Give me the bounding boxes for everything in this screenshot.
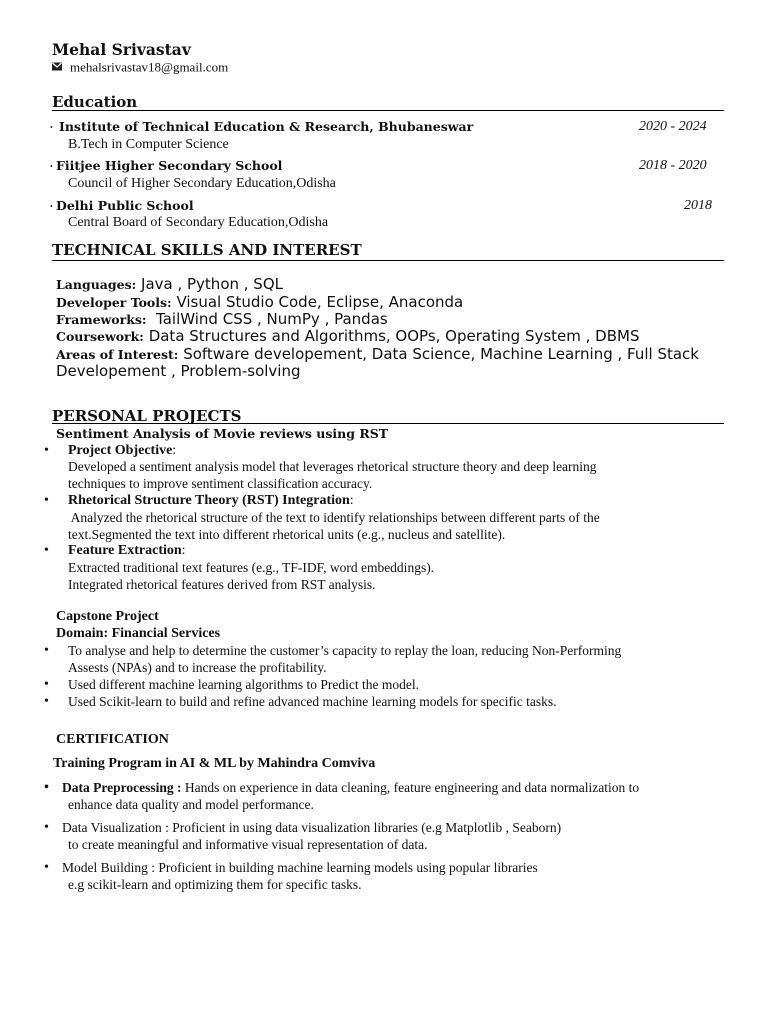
cert-point-text: e.g scikit-learn and optimizing them for specific tasks.	[68, 877, 362, 892]
bullet: •	[44, 493, 49, 508]
project2-title: Capstone Project	[56, 609, 159, 624]
bullet: •	[44, 543, 49, 558]
project2-point-text: Used Scikit-learn to build and refine advanced machine learning models for specific tasks.	[68, 694, 557, 709]
candidate-name: Mehal Srivastav	[52, 40, 191, 59]
projects-divider	[52, 423, 724, 424]
project2-point-text: Used different machine learning algorithms to Predict the model.	[68, 677, 420, 692]
skill-value: Java , Python , SQL	[136, 275, 283, 293]
bullet: •	[44, 643, 49, 658]
edu-dot: •	[50, 202, 53, 211]
cert-point-text: to create meaningful and informative visual representation of data.	[68, 837, 428, 852]
edu-school: Institute of Technical Education & Research, Bhubaneswar	[59, 119, 474, 134]
bullet: •	[44, 443, 49, 458]
skill-row-coursework	[56, 327, 640, 346]
skill-value: Visual Studio Code, Eclipse, Anaconda	[171, 293, 464, 311]
email-link[interactable]: mehalsrivastav18@gmail.com	[70, 59, 229, 75]
bullet: •	[44, 820, 49, 835]
certification-heading: CERTIFICATION	[56, 732, 169, 747]
project1-point-text: text.Segmented the text into different rhetorical units (e.g., nucleus and satellite).	[68, 527, 506, 542]
skill-value: Data Structures and Algorithms, OOPs, Operating System , DBMS	[143, 327, 640, 345]
project1-point-text: Developed a sentiment analysis model that leverages rhetorical structure theory and deep learning	[68, 459, 597, 474]
skills-divider	[52, 260, 724, 261]
project1-point-text: techniques to improve sentiment classification accuracy.	[68, 476, 373, 491]
skill-label: Languages:	[56, 277, 137, 292]
skills-heading: TECHNICAL SKILLS AND INTEREST	[52, 241, 362, 259]
envelope-icon	[52, 58, 62, 76]
project1-point-text: Integrated rhetorical features derived from RST analysis.	[68, 577, 376, 592]
cert-point-text: enhance data quality and model performance.	[68, 797, 314, 812]
edu-years: 2018 - 2020	[639, 158, 707, 173]
project2-point-text: To analyse and help to determine the customer’s capacity to replay the loan, reducing Non-Performing	[68, 643, 622, 658]
project2-point-text: Assests (NPAs) and to increase the profitability.	[68, 660, 327, 675]
project1-point-text: Analyzed the rhetorical structure of the text to identify relationships between different parts of the	[68, 510, 600, 525]
skill-value: TailWind CSS , NumPy , Pandas	[146, 310, 388, 328]
email-row	[52, 58, 228, 76]
skill-label: Areas of Interest:	[56, 347, 179, 362]
bullet: •	[44, 860, 49, 875]
edu-school: Delhi Public School	[56, 198, 194, 213]
edu-dot: •	[50, 162, 53, 171]
education-heading: Education	[52, 93, 138, 111]
project1-point-head: Rhetorical Structure Theory (RST) Integration:	[68, 493, 354, 508]
project1-point-head: Project Objective:	[68, 443, 177, 458]
cert-point-text: Model Building : Proficient in building machine learning models using popular libraries	[62, 860, 538, 875]
skill-value: Software developement, Data Science, Machine Learning , Full Stack	[178, 345, 699, 363]
skill-label: Developer Tools:	[56, 295, 172, 310]
projects-heading: PERSONAL PROJECTS	[52, 407, 242, 425]
bullet: •	[44, 780, 49, 795]
certification-program: Training Program in AI & ML by Mahindra Comviva	[53, 756, 376, 771]
edu-detail: Council of Higher Secondary Education,Odisha	[68, 176, 336, 191]
bullet: •	[44, 677, 49, 692]
skill-continuation: Developement , Problem-solving	[56, 362, 301, 380]
edu-dot: •	[50, 123, 53, 132]
edu-school: Fiitjee Higher Secondary School	[56, 158, 283, 173]
edu-detail: B.Tech in Computer Science	[68, 137, 229, 152]
skill-label: Frameworks:	[56, 312, 147, 327]
cert-point-text: Data Visualization : Proficient in using data visualization libraries (e.g Matplotlib , Seaborn)	[62, 820, 562, 835]
project2-domain: Domain: Financial Services	[56, 626, 221, 641]
education-divider	[52, 110, 724, 111]
project1-point-text: Extracted traditional text features (e.g., TF-IDF, word embeddings).	[68, 560, 435, 575]
cert-point-text: Data Preprocessing : Hands on experience in data cleaning, feature engineering and data normalization to	[62, 780, 640, 795]
skill-label: Coursework:	[56, 329, 144, 344]
bullet: •	[44, 694, 49, 709]
edu-detail: Central Board of Secondary Education,Odisha	[68, 215, 329, 230]
project1-point-head: Feature Extraction:	[68, 543, 186, 558]
edu-years: 2020 - 2024	[639, 119, 707, 134]
edu-years: 2018	[684, 198, 712, 213]
skill-row-languages	[56, 275, 283, 294]
project1-title: Sentiment Analysis of Movie reviews using RST	[56, 426, 389, 441]
